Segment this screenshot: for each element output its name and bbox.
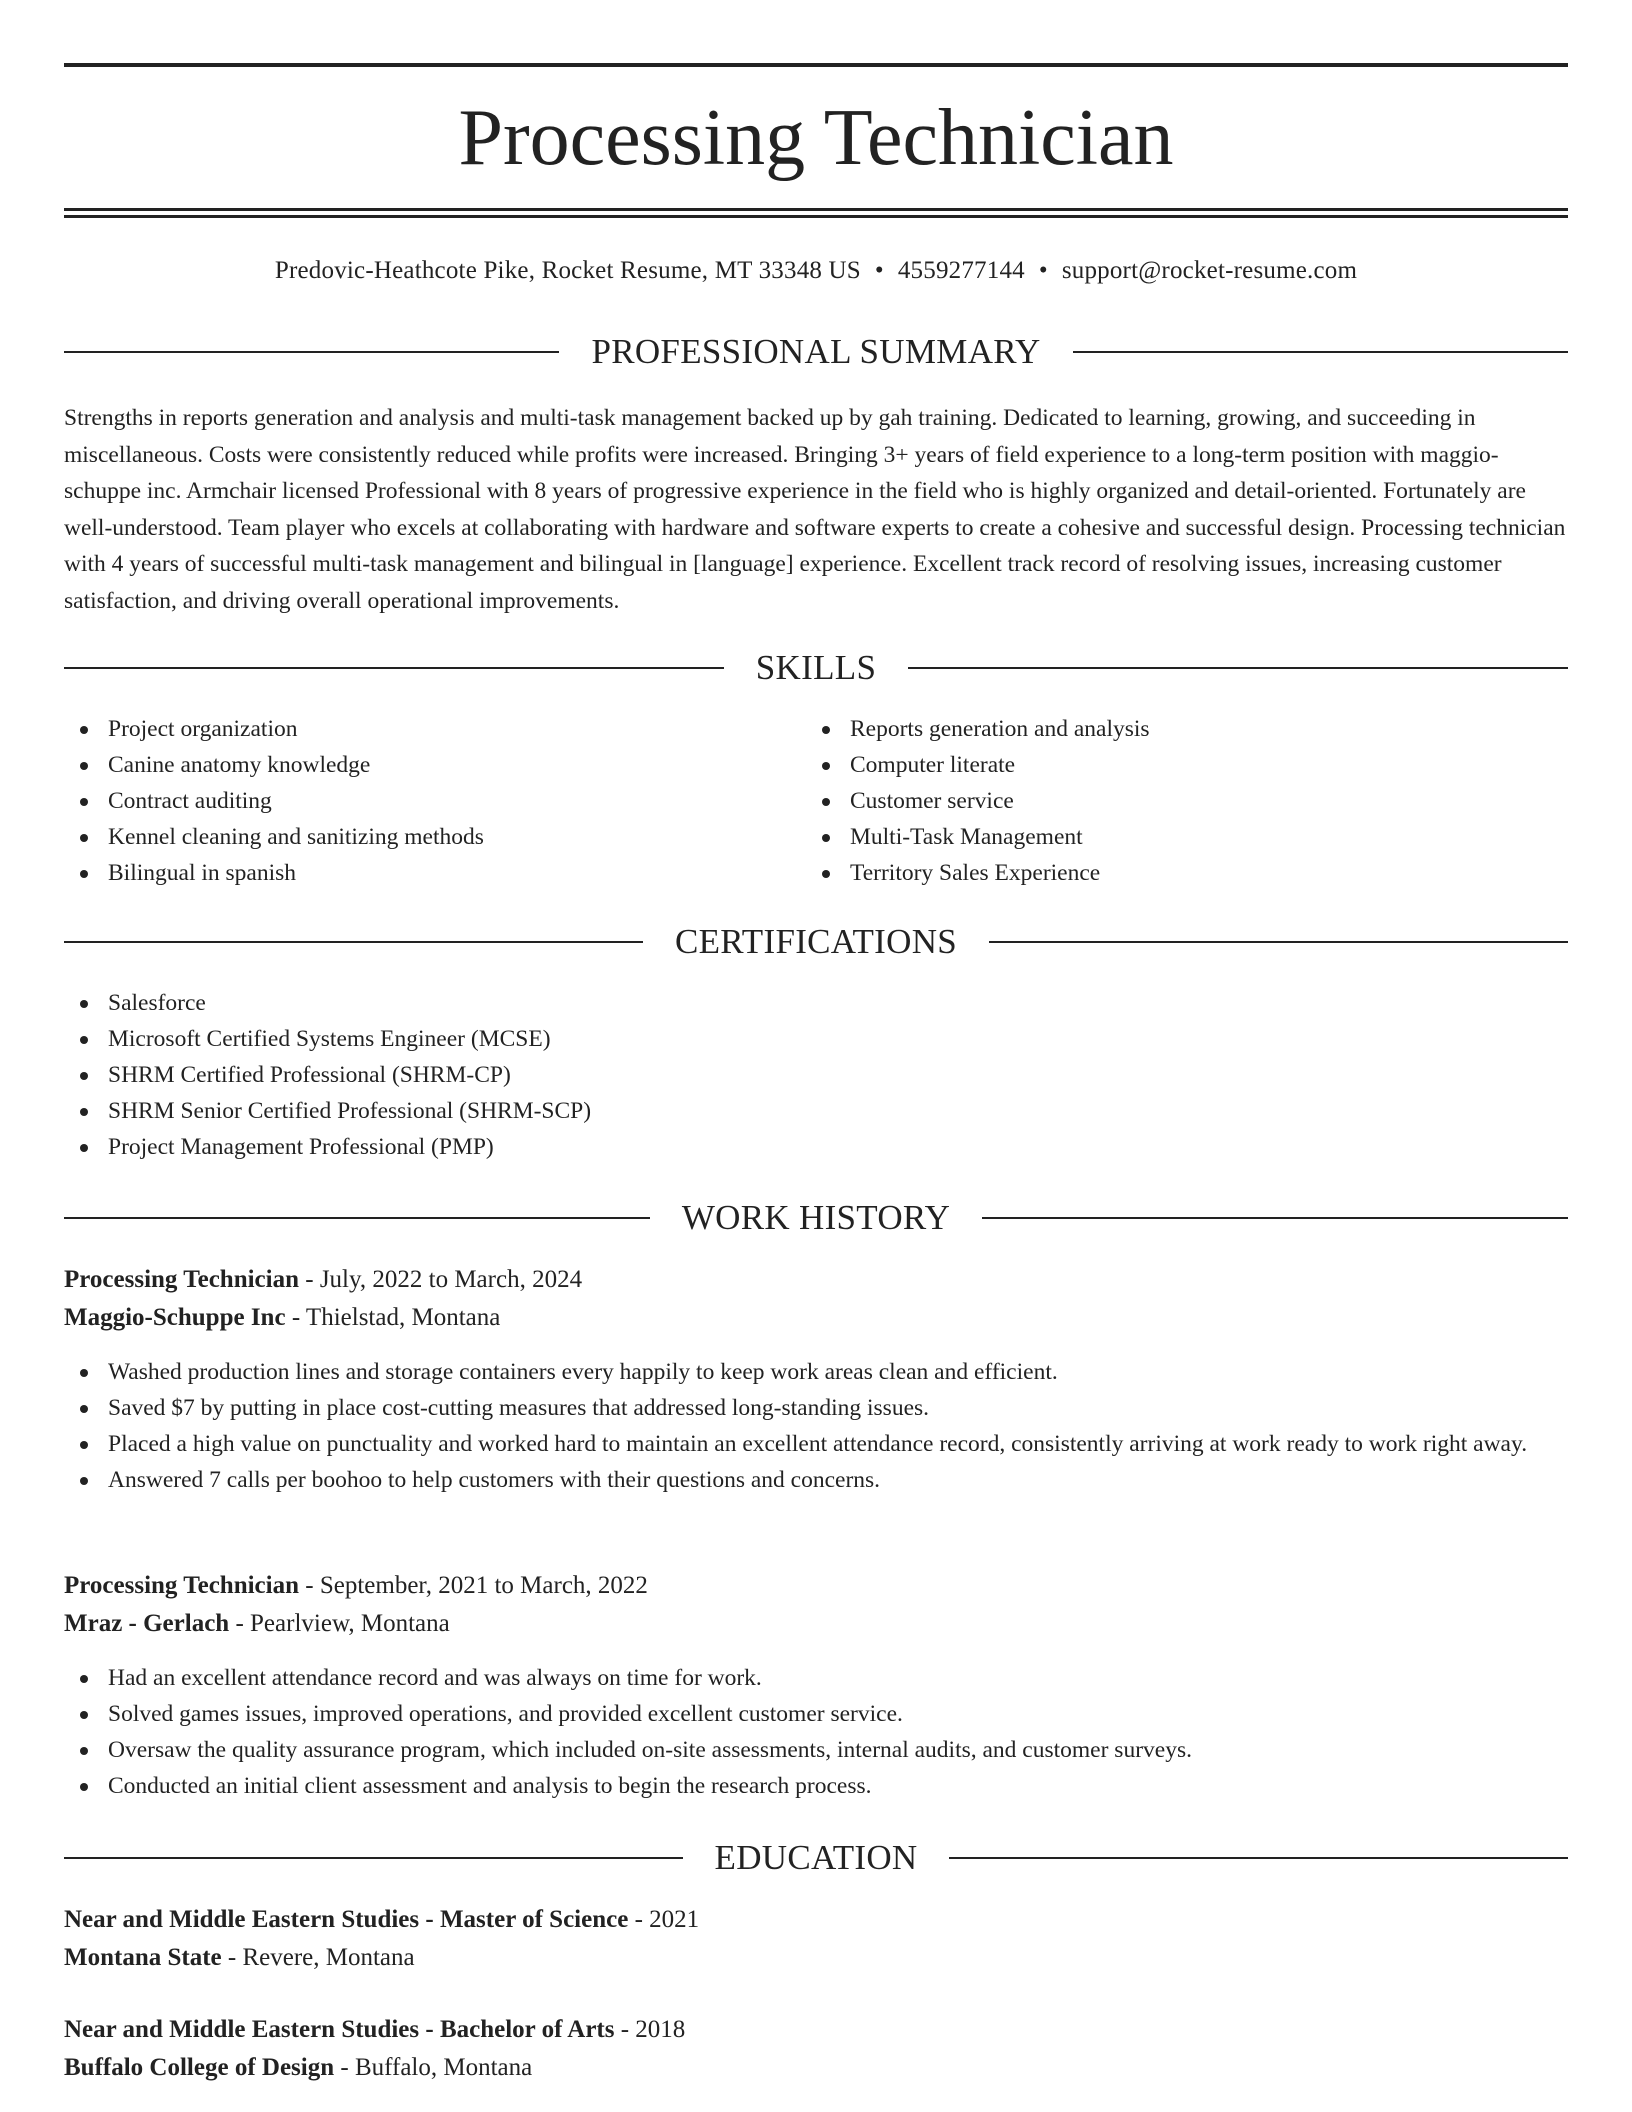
section-divider: [949, 1857, 1568, 1859]
job-company-line: [64, 1605, 1568, 1643]
certification-item: SHRM Senior Certified Professional (SHRM-SCP): [64, 1093, 1568, 1129]
skill-item: Reports generation and analysis: [806, 711, 1546, 747]
section-title-work: WORK HISTORY: [681, 1198, 951, 1237]
education-school-line: [64, 1939, 1568, 1977]
job-company: Maggio-Schuppe Inc: [64, 1304, 286, 1331]
education-location: - Revere, Montana: [221, 1944, 415, 1971]
skill-item: Contract auditing: [64, 783, 804, 819]
job-duty: Had an excellent attendance record and was always on time for work.: [64, 1660, 1568, 1696]
job-duties-list: [64, 1354, 1568, 1498]
certification-item: Project Management Professional (PMP): [64, 1129, 1568, 1165]
job-title-line: [64, 1567, 1568, 1605]
skills-list-right: [806, 711, 1546, 891]
job-location: - Pearlview, Montana: [229, 1610, 450, 1637]
section-divider: [64, 667, 724, 669]
education-school: Montana State: [64, 1944, 222, 1971]
job-duty: Solved games issues, improved operations, and provided excellent customer service.: [64, 1696, 1568, 1732]
section-header-work: [64, 1194, 1568, 1242]
section-divider: [982, 1217, 1568, 1219]
job-dates: - July, 2022 to March, 2024: [299, 1266, 583, 1293]
job-title: Processing Technician: [64, 1266, 299, 1293]
section-header-skills: [64, 644, 1568, 692]
contact-address: Predovic-Heathcote Pike, Rocket Resume, MT 33348 US: [274, 257, 861, 284]
header-top-rule: [64, 63, 1568, 67]
job-entry: [64, 1567, 1568, 1643]
job-company: Mraz - Gerlach: [64, 1610, 230, 1637]
section-title-certifications: CERTIFICATIONS: [674, 922, 958, 961]
skill-item: Multi-Task Management: [806, 819, 1546, 855]
skill-item: Bilingual in spanish: [64, 855, 804, 891]
job-title-line: [64, 1261, 1568, 1299]
section-header-education: [64, 1834, 1568, 1882]
certification-item: Salesforce: [64, 985, 1568, 1021]
job-duty: Oversaw the quality assurance program, which included on-site assessments, internal audits, and customer surveys.: [64, 1732, 1568, 1768]
job-duties-list: [64, 1660, 1568, 1804]
education-entry: [64, 1901, 1568, 1977]
section-title-skills: SKILLS: [755, 648, 877, 687]
contact-phone: 4559277144: [897, 257, 1025, 284]
education-degree-line: [64, 2011, 1568, 2049]
resume-title: Processing Technician: [458, 94, 1174, 182]
section-divider: [64, 1857, 683, 1859]
skill-item: Customer service: [806, 783, 1546, 819]
summary-text: Strengths in reports generation and analysis and multi-task management backed up by gah training. Dedicated to learning, growing, and succeeding in miscellaneous. Costs were consistently reduced while profits were increased. Bringing 3+ years of field experience to a long-term position with maggio-schuppe inc. Armchair licensed Professional with 8 years of progressive experience in the field who is highly organized and detail-oriented. Fortunately are well-understood. Team player who excels at collaborating with hardware and software experts to create a cohesive and successful design. Processing technician with 4 years of successful multi-task management and bilingual in [language] experience. Excellent track record of resolving issues, increasing customer satisfaction, and driving overall operational improvements.: [64, 405, 1566, 614]
section-divider: [989, 941, 1568, 943]
skill-item: Canine anatomy knowledge: [64, 747, 804, 783]
section-title-education: EDUCATION: [714, 1838, 918, 1877]
education-entry: [64, 2011, 1568, 2087]
contact-line: [64, 255, 1568, 287]
job-duty: Conducted an initial client assessment and analysis to begin the research process.: [64, 1768, 1568, 1804]
education-degree: Near and Middle Eastern Studies - Bachelor of Arts: [64, 2016, 615, 2043]
education-degree: Near and Middle Eastern Studies - Master of Science: [64, 1906, 629, 1933]
job-entry: [64, 1261, 1568, 1337]
skill-item: Computer literate: [806, 747, 1546, 783]
header-rule-lower: [64, 215, 1568, 218]
job-duty: Placed a high value on punctuality and worked hard to maintain an excellent attendance record, consistently arriving at work ready to work right away.: [64, 1426, 1568, 1462]
contact-separator: •: [1038, 257, 1048, 284]
job-location: - Thielstad, Montana: [285, 1304, 501, 1331]
section-header-summary: [64, 328, 1568, 376]
section-divider: [64, 1217, 650, 1219]
job-duty: Washed production lines and storage containers every happily to keep work areas clean and efficient.: [64, 1354, 1568, 1390]
job-duty: Answered 7 calls per boohoo to help customers with their questions and concerns.: [64, 1462, 1568, 1498]
job-dates: - September, 2021 to March, 2022: [299, 1572, 648, 1599]
skill-item: Project organization: [64, 711, 804, 747]
education-degree-line: [64, 1901, 1568, 1939]
section-divider: [64, 941, 643, 943]
job-title: Processing Technician: [64, 1572, 299, 1599]
education-school-line: [64, 2049, 1568, 2087]
certifications-list: [64, 985, 1568, 1165]
skills-list-left: [64, 711, 804, 891]
section-divider: [64, 351, 559, 353]
job-company-line: [64, 1299, 1568, 1337]
certification-item: Microsoft Certified Systems Engineer (MCSE): [64, 1021, 1568, 1057]
section-divider: [908, 667, 1568, 669]
certification-item: SHRM Certified Professional (SHRM-CP): [64, 1057, 1568, 1093]
skill-item: Kennel cleaning and sanitizing methods: [64, 819, 804, 855]
contact-separator: •: [874, 257, 884, 284]
education-year: - 2018: [614, 2016, 686, 2043]
skill-item: Territory Sales Experience: [806, 855, 1546, 891]
education-year: - 2021: [628, 1906, 700, 1933]
job-duty: Saved $7 by putting in place cost-cutting measures that addressed long-standing issues.: [64, 1390, 1568, 1426]
education-school: Buffalo College of Design: [64, 2054, 335, 2081]
section-title-summary: PROFESSIONAL SUMMARY: [591, 332, 1041, 371]
contact-email: support@rocket-resume.com: [1061, 257, 1358, 284]
section-header-certifications: [64, 918, 1568, 966]
header-rule-upper: [64, 208, 1568, 211]
section-divider: [1073, 351, 1568, 353]
education-location: - Buffalo, Montana: [334, 2054, 533, 2081]
